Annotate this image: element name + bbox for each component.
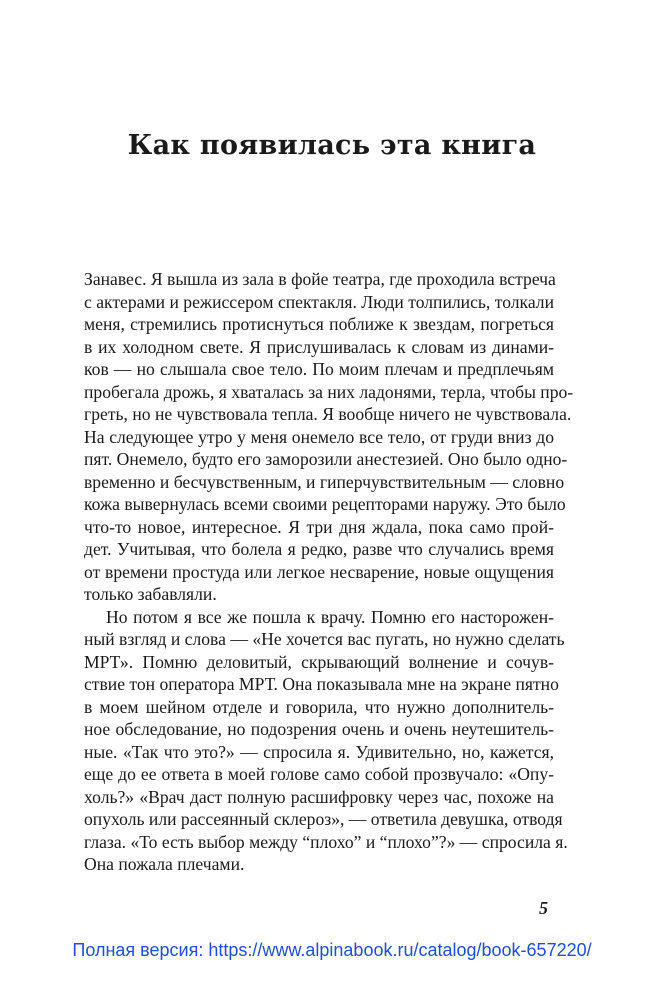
footer-label: Полная версия: xyxy=(72,940,204,960)
full-version-link[interactable] xyxy=(0,940,664,961)
text-line: холь?» «Врач даст полную расшифровку через час, похоже на xyxy=(84,786,554,807)
text-line: Она пожала плечами. xyxy=(84,854,245,874)
text-line: ков — но слышала свое тело. По моим плечам и предплечьям xyxy=(84,359,554,379)
paragraph-2 xyxy=(84,606,568,876)
text-line: меня, стремились протиснуться поближе к звездам, погреться xyxy=(84,314,554,334)
text-line: глаза. «То есть выбор между “плохо” и “плохо”?» — спросила я. xyxy=(84,831,568,852)
text-line: ное обследование, но подозрения очень и очень неутешитель- xyxy=(84,719,554,739)
text-line: Но потом я все же пошла к врачу. Помню его насторожен- xyxy=(106,606,554,627)
paragraph-1 xyxy=(84,268,574,606)
text-line: МРТ». Помню деловитый, скрывающий волнение и сочув- xyxy=(84,651,554,672)
text-line: На следующее утро у меня онемело все тело, от груди вниз до xyxy=(84,426,554,447)
text-line: в их холодном свете. Я прислушивалась к словам из динами- xyxy=(84,336,554,357)
text-line: Занавес. Я вышла из зала в фойе театра, где проходила встреча xyxy=(84,269,556,289)
text-line: пробегала дрожь, я хваталась за них ладонями, терла, чтобы про- xyxy=(84,381,574,402)
text-line: что-то новое, интересное. Я три дня ждала, пока само прой- xyxy=(84,516,554,537)
text-line: пят. Онемело, будто его заморозили анестезией. Оно было одно- xyxy=(84,449,568,469)
footer-url[interactable]: https://www.alpinabook.ru/catalog/book-657220/ xyxy=(208,940,592,960)
text-line: еще до ее ответа в моей голове само собой прозвучало: «Опу- xyxy=(84,764,554,784)
text-line: с актерами и режиссером спектакля. Люди толпились, толкали xyxy=(84,291,554,312)
text-line: греть, но не чувствовала тепла. Я вообще ничего не чувствовала. xyxy=(84,404,572,424)
text-line: ные. «Так что это?» — спросила я. Удивительно, но, кажется, xyxy=(84,741,554,762)
text-line: опухоль или рассеянный склероз», — ответила девушка, отводя xyxy=(84,809,563,829)
chapter-title: Как появилась эта книга xyxy=(127,130,537,161)
page-number: 5 xyxy=(539,898,548,918)
text-line: кожа вывернулась всеми своими рецепторами наружу. Это было xyxy=(84,494,566,514)
text-line: ный взгляд и слова — «Не хочется вас пугать, но нужно сделать xyxy=(84,629,565,649)
body-text xyxy=(84,268,574,876)
text-line: только забавляли. xyxy=(84,584,217,604)
text-line: дет. Учитывая, что болела я редко, разве что случались время xyxy=(84,539,554,559)
text-line: ствие тон оператора МРТ. Она показывала мне на экране пятно xyxy=(84,674,559,694)
text-line: от времени простуда или легкое несварение, новые ощущения xyxy=(84,561,554,582)
text-line: временно и бесчувственным, и гиперчувствительным — словно xyxy=(84,471,565,492)
text-line: в моем шейном отделе и говорила, что нужно дополнитель- xyxy=(84,696,554,717)
